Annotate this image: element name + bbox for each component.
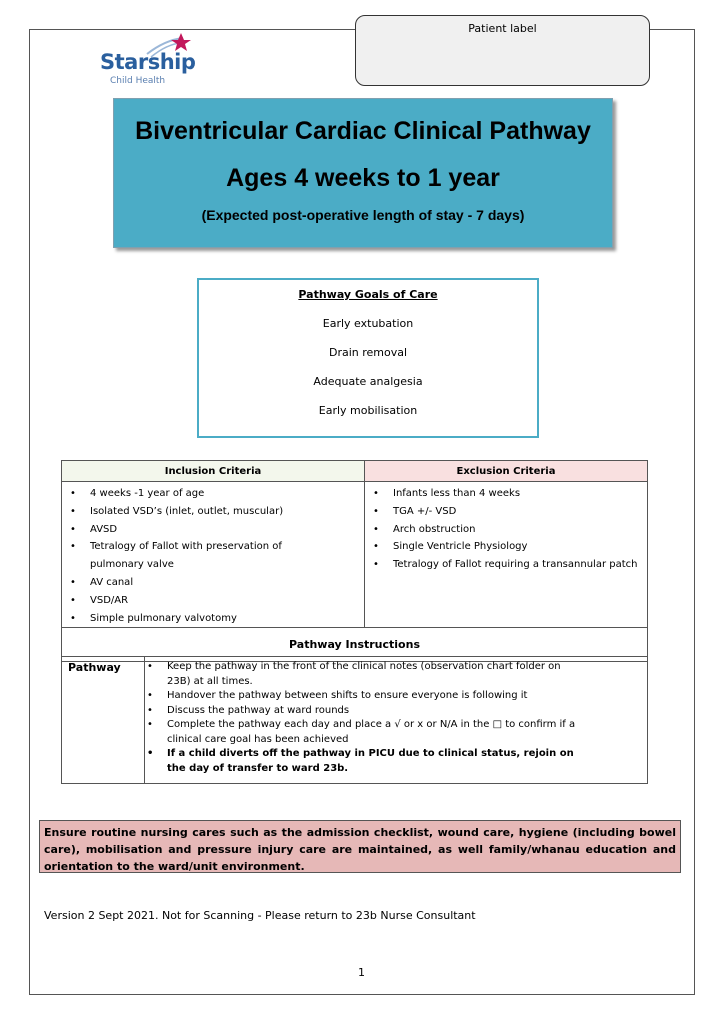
goals-of-care-box xyxy=(197,278,539,438)
pathway-label: Pathway xyxy=(62,657,145,784)
logo-subtitle: Child Health xyxy=(110,76,166,86)
instructions-list xyxy=(145,660,647,776)
exclusion-list xyxy=(365,485,647,574)
instructions-cell xyxy=(145,657,648,784)
list-item: • Tetralogy of Fallot with preservation of pulmonary valve xyxy=(62,538,364,574)
age-range-title: Ages 4 weeks to 1 year xyxy=(226,164,500,192)
goal-item: Drain removal xyxy=(328,346,408,359)
length-of-stay: (Expected post-operative length of stay - 7 days) xyxy=(201,207,525,223)
document-title: Biventricular Cardiac Clinical Pathway xyxy=(135,117,591,145)
list-item: • If a child diverts off the pathway in PICU due to clinical status, rejoin on the day of transfer to ward 23b. xyxy=(145,747,587,776)
patient-label-text: Patient label xyxy=(468,22,537,35)
goal-item: Early extubation xyxy=(322,317,414,330)
list-item: • 4 weeks -1 year of age xyxy=(62,485,364,503)
exclusion-heading: Exclusion Criteria xyxy=(365,461,648,482)
inclusion-cell xyxy=(62,482,365,628)
list-item: • Handover the pathway between shifts to ensure everyone is following it xyxy=(145,689,587,704)
list-item: • AV canal xyxy=(62,574,364,592)
list-item: • Keep the pathway in the front of the clinical notes (observation chart folder on 23B) at all times. xyxy=(145,660,587,689)
list-item: • Isolated VSD’s (inlet, outlet, muscular) xyxy=(62,503,364,521)
criteria-table xyxy=(61,460,648,662)
nursing-care-note: Ensure routine nursing cares such as the admission checklist, wound care, hygiene (including bowel care), mobilisation and pressure injury care are maintained, as well family/whanau education and orientation to the ward/unit environment. xyxy=(39,820,681,873)
list-item: • Tetralogy of Fallot requiring a transannular patch xyxy=(365,556,647,574)
list-item: • TGA +/- VSD xyxy=(365,503,647,521)
goals-heading: Pathway Goals of Care xyxy=(298,288,438,301)
list-item: • Arch obstruction xyxy=(365,521,647,539)
patient-label-box xyxy=(355,15,650,86)
logo-brand: Starship xyxy=(100,50,196,74)
goal-item: Early mobilisation xyxy=(318,404,418,417)
starship-logo xyxy=(95,30,195,90)
inclusion-heading: Inclusion Criteria xyxy=(62,461,365,482)
list-item: • AVSD xyxy=(62,521,364,539)
list-item: • Infants less than 4 weeks xyxy=(365,485,647,503)
list-item: • Single Ventricle Physiology xyxy=(365,538,647,556)
goal-item: Adequate analgesia xyxy=(313,375,423,388)
version-footer: Version 2 Sept 2021. Not for Scanning - Please return to 23b Nurse Consultant xyxy=(44,909,476,922)
list-item: • Discuss the pathway at ward rounds xyxy=(145,704,587,719)
inclusion-list xyxy=(62,485,364,627)
exclusion-cell xyxy=(365,482,648,628)
list-item: • Complete the pathway each day and place a √ or x or N/A in the □ to confirm if a clinical care goal has been achieved xyxy=(145,718,587,747)
instructions-heading: Pathway Instructions xyxy=(62,628,648,662)
list-item: • Simple pulmonary valvotomy xyxy=(62,610,364,628)
page-number: 1 xyxy=(358,966,365,979)
list-item: • VSD/AR xyxy=(62,592,364,610)
instructions-table xyxy=(61,656,648,784)
title-banner xyxy=(113,98,613,248)
